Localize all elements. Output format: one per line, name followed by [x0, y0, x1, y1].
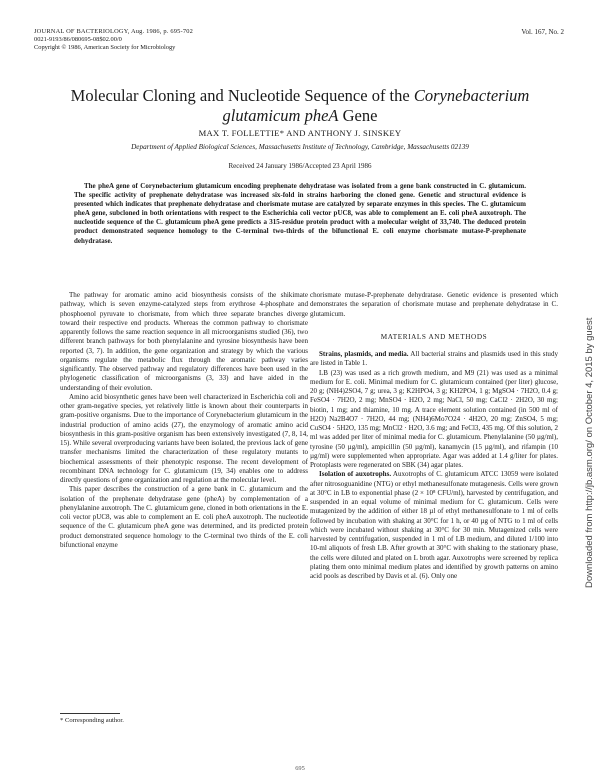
- author-affiliation: Department of Applied Biological Sciences, Massachusetts Institute of Technology, Cambridge, Massachusetts 02139: [131, 143, 469, 151]
- title-line1-italic: Corynebacterium: [413, 86, 530, 105]
- left-column: [60, 291, 308, 550]
- title-line1-prefix: Molecular Cloning and Nucleotide Sequence of the: [70, 86, 414, 105]
- issn-line: 0021-9193/86/080695-08$02.00/0: [34, 36, 122, 43]
- section-heading-materials-methods: MATERIALS AND METHODS: [380, 332, 488, 341]
- intro-paragraph: This paper describes the construction of a gene bank in C. glutamicum and the isolation of the prephenate dehydratase gene (pheA) by complementation of a phenylalanine auxotroph. The C. glutamicum gene, cloned in both orientations in the E. coli vector pUC8, was able to complement an E. coli pheA auxotroph. The nucleotide sequence of the C. glutamicum pheA gene was determined, and its predicted protein product demonstrated sequence homology to the C-terminal two thirds of the E. coli bifunctional enzyme: [60, 485, 308, 549]
- intro-continuation: chorismate mutase-P-prephenate dehydratase. Genetic evidence is presented which demonstrates the separation of chorismate mutase and prephenate dehydratase in C. glutamicum.: [310, 291, 558, 318]
- title-line2-italic: glutamicum pheA: [222, 106, 339, 125]
- journal-header: [34, 28, 314, 52]
- intro-paragraph: Amino acid biosynthetic genes have been well characterized in Escherichia coli and other gram-negative species, yet relatively little is known about their counterparts in gram-positive organisms. Due to the importance of Corynebacterium glutamicum in the industrial production of amino acids (27), the enzymology of aromatic amino acid biosynthesis in this gram-positive organism has been extensively investigated (7, 8, 14, 15). While several overproducing variants have been isolated, the previous lack of gene transfer mechanisms limited the characterization of these regulatory mutants to biochemical assessments of their phenotypic response. The recent development of recombinant DNA technology for C. glutamicum (19, 34) enables one to address directly questions of gene organization and regulation at the molecular level.: [60, 392, 308, 484]
- methods-paragraph: [310, 350, 558, 369]
- methods-text: Auxotrophs of C. glutamicum ATCC 13059 were isolated after nitrosoguanidine (NTG) or ethyl methanesulfonate mutagenesis. Cells were grown at 30°C in LB to exponential phase (2 × 10⁸ CFU/ml), harvested by centrifugation, and suspended in an equal volume of minimal medium for C. glutamicum. Cells were mutagenized by the addition of either 18 µl of ethyl methanesulfonate to 1 ml of cells followed by incubation with shaking at 30°C for 1 h, or 40 µg of NTG to 1 ml of cells which were incubated without shaking at 30°C for 30 min. Mutagenized cells were harvested by centrifugation, suspended in 1 ml of LB medium, and diluted 1/100 into 10-ml aliquots of fresh LB. After growth at 30°C with shaking to the stationary phase, the cells were diluted and plated on L broth agar. Auxotrophs were screened by replica plating them onto minimal medium plates and identified by growth patterns on amino acid pools as described by Davis et al. (6). Only one: [310, 470, 558, 580]
- intro-paragraph: The pathway for aromatic amino acid biosynthesis consists of the shikimate pathway, which is seven enzyme-catalyzed steps from erythrose 4-phosphate and phosphoenol pyruvate to chorismate, from which three separate branches diverge toward their respective end products. Whereas the common pathway to chorismate apparently follows the same reaction sequence in all microorganisms studied (36), two different branch pathways for both phenylalanine and tyrosine biosynthesis have been reported (3, 7). In addition, the gene organization and strategy by which the various organisms regulate the metabolic flux through the aromatic pathway varies significantly. The observed pathway and regulatory differences have been used in the phylogenetic classification of microorganisms (3, 33) and have aided in the understanding of their evolution.: [60, 291, 308, 392]
- author-list: MAX T. FOLLETTIE* AND ANTHONY J. SINSKEY: [198, 128, 402, 138]
- download-watermark: [582, 170, 598, 590]
- received-dates: Received 24 January 1986/Accepted 23 April 1986: [228, 162, 372, 170]
- copyright-line: Copyright © 1986, American Society for Microbiology: [34, 44, 176, 51]
- footnote-rule: [60, 713, 120, 714]
- title-line2-suffix: Gene: [338, 106, 378, 125]
- page-number: 695: [295, 765, 305, 772]
- run-in-heading: Strains, plasmids, and media.: [319, 350, 409, 358]
- right-column: [310, 291, 558, 581]
- methods-paragraph: LB (23) was used as a rich growth medium, and M9 (21) was used as a minimal medium for E. coli. Minimal medium for C. glutamicum contained (per liter) glucose, 20 g; (NH4)2SO4, 7 g; urea, 3 g; K2HPO4, 3 g; KH2PO4, 1 g; MgSO4 · 7H2O, 0.4 g; FeSO4 · 7H2O, 2 mg; MnSO4 · H2O, 2 mg; NaCl, 50 mg; CaCl2 · 2H2O, 30 mg; biotin, 1 mg; and thiamine, 10 mg. A trace element solution contained (in 500 ml of H2O) Na2B4O7 · 7H2O, 44 mg; (NH4)6Mo7O24 · 4H2O, 20 mg; ZnSO4, 5 mg; CuSO4 · 5H2O, 135 mg; MnCl2 · H2O, 3.6 mg; and FeCl3, 435 mg. Of this solution, 2 ml was added per liter of minimal media for C. glutamicum. Phenylalanine (50 µg/ml), tyrosine (50 µg/ml), ampicillin (50 µg/ml), kanamycin (15 µg/ml), and rifampin (10 µg/ml) were supplemented when appropriate. Agar was added at 1.4 g/liter for plates. Protoplasts were regenerated on SBK (34) agar plates.: [310, 368, 558, 469]
- volume-issue: Vol. 167, No. 2: [521, 28, 564, 36]
- journal-citation: JOURNAL OF BACTERIOLOGY, Aug. 1986, p. 695-702: [34, 28, 194, 35]
- footnote: * Corresponding author.: [60, 717, 124, 724]
- article-title: [30, 86, 570, 126]
- download-watermark-text: Downloaded from http://jb.asm.org/ on October 4, 2015 by guest: [584, 317, 595, 588]
- methods-paragraph: [310, 470, 558, 581]
- run-in-heading: Isolation of auxotrophs.: [319, 470, 392, 479]
- abstract: The pheA gene of Corynebacterium glutamicum encoding prephenate dehydratase was isolated from a gene bank constructed in C. glutamicum. The specific activity of prephenate dehydratase was increased six-fold in strains harboring the cloned gene. Genetic and structural evidence is presented which indicates that prephenate dehydratase and chorismate mutase are catalyzed by separate enzymes in this species. The C. glutamicum pheA gene, subcloned in both orientations with respect to the Escherichia coli vector pUC8, was able to complement an E. coli pheA auxotroph. The nucleotide sequence of the C. glutamicum pheA gene predicts a 315-residue protein product with a molecular weight of 33,740. The deduced protein product demonstrated sequence homology to the C-terminal two-thirds of the bifunctional E. coli enzyme chorismate mutase-P-prephenate dehydratase.: [74, 182, 526, 245]
- methods-text: All bacterial strains and plasmids used in this study are listed in Table 1.: [310, 350, 558, 368]
